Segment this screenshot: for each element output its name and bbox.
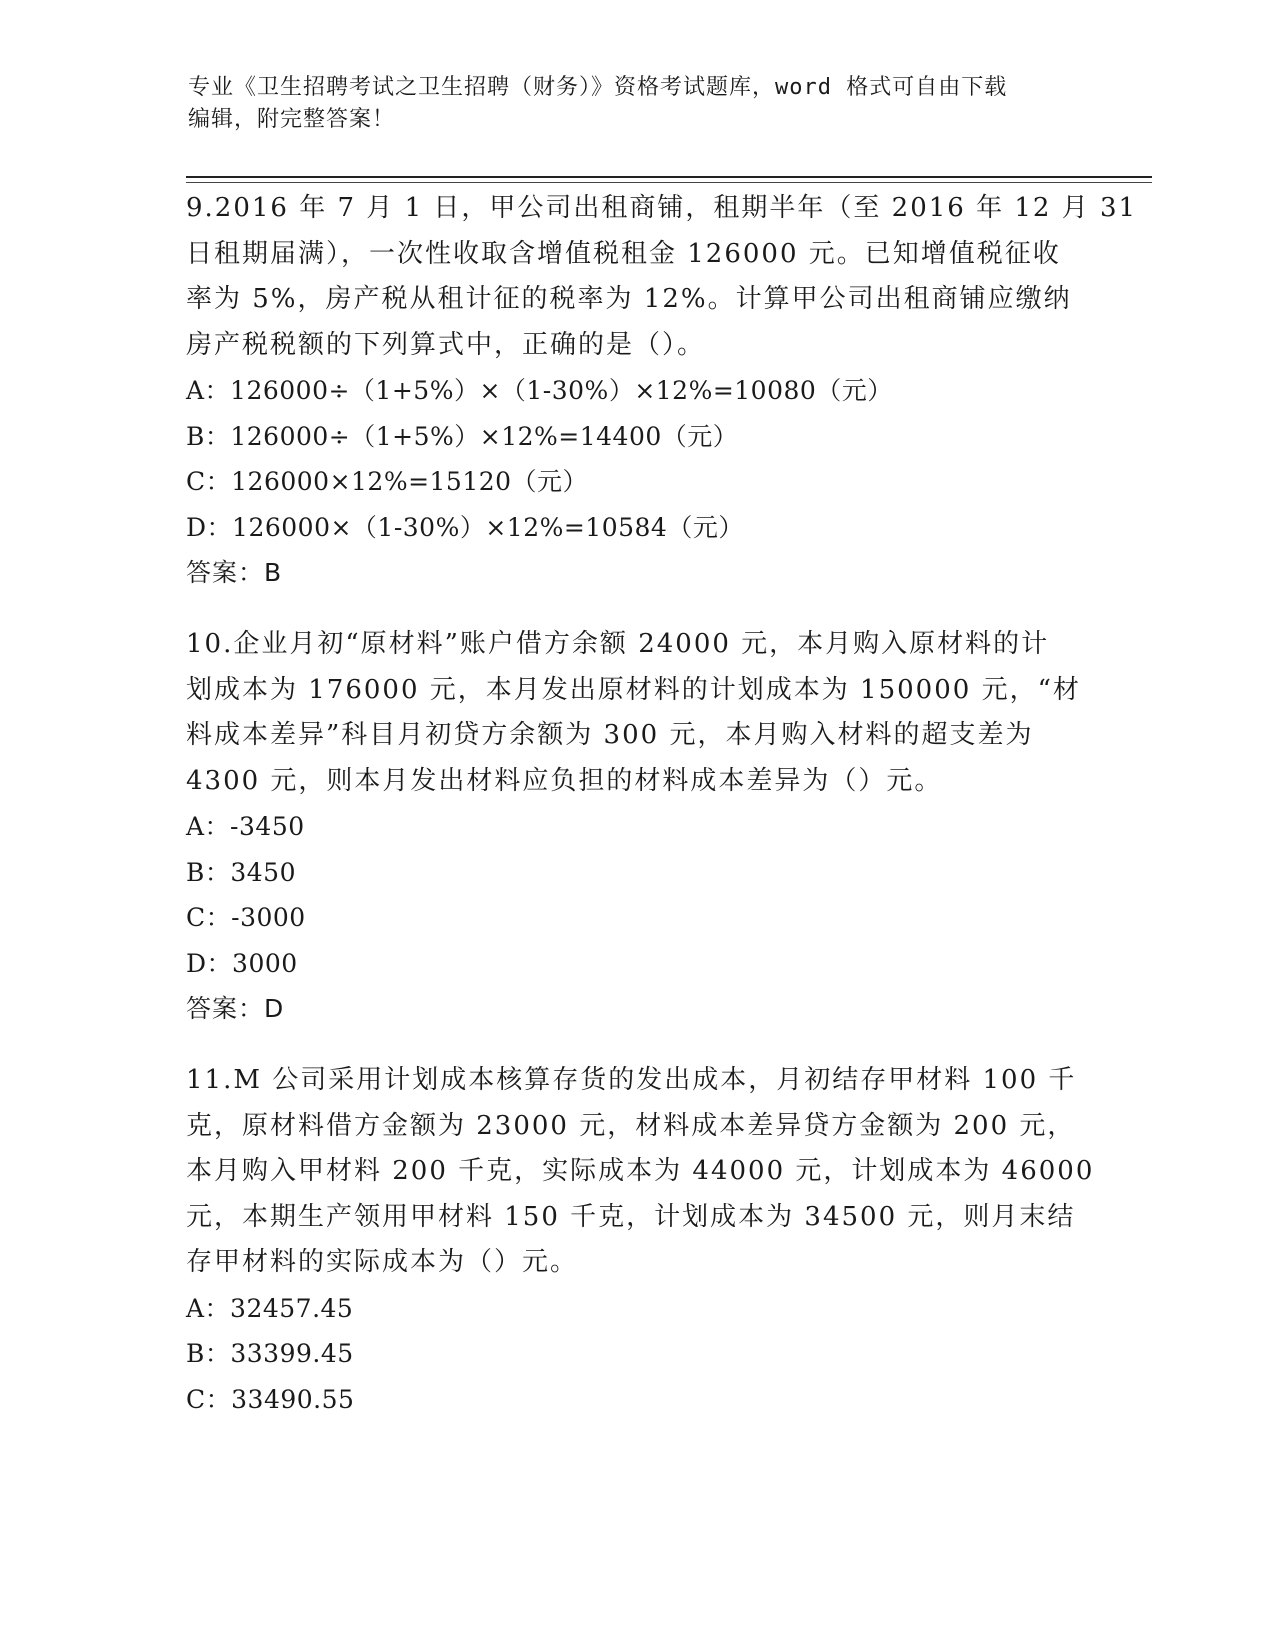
header-divider-thin [186, 182, 1152, 183]
option-c: C：33490.55 [186, 1384, 355, 1414]
stem-line: 10.企业月初“原材料”账户借方余额 24000 元，本月购入原材料的计 [186, 629, 1050, 659]
stem-line: 率为 5%，房产税从租计征的税率为 12%。计算甲公司出租商铺应缴纳 [186, 284, 1072, 314]
stem-line: 存甲材料的实际成本为（）元。 [186, 1247, 579, 1277]
option-c: C：126000×12%=15120（元） [186, 467, 589, 496]
stem-line: 11.M 公司采用计划成本核算存货的发出成本，月初结存甲材料 100 千 [186, 1065, 1077, 1095]
question-9 [186, 186, 1138, 596]
option-a: A：-3450 [186, 812, 305, 841]
stem-line: 划成本为 176000 元，本月发出原材料的计划成本为 150000 元，“材 [186, 674, 1081, 705]
option-a: A：32457.45 [186, 1293, 354, 1323]
option-b: B：126000÷（1+5%）×12%=14400（元） [186, 421, 739, 451]
stem-line: 元，本期生产领用甲材料 150 千克，计划成本为 34500 元，则月末结 [186, 1201, 1076, 1232]
question-stem [186, 622, 1086, 804]
question-stem [186, 186, 1138, 368]
stem-line: 日租期届满），一次性收取含增值税租金 126000 元。已知增值税征收 [186, 238, 1061, 269]
answer: 答案：D [186, 994, 285, 1023]
option-b: B：3450 [186, 857, 296, 887]
header-line-1: 专业《卫生招聘考试之卫生招聘（财务）》资格考试题库，word 格式可自由下载 [188, 75, 1008, 100]
option-b: B：33399.45 [186, 1339, 354, 1368]
stem-line: 房产税税额的下列算式中，正确的是（）。 [186, 329, 706, 360]
stem-line: 克，原材料借方金额为 23000 元，材料成本差异贷方金额为 200 元， [186, 1110, 1076, 1141]
question-10 [186, 622, 1086, 1032]
stem-line: 料成本差异”科目月初贷方余额为 300 元，本月购入材料的超支差为 [186, 720, 1034, 750]
document-header [188, 72, 1068, 136]
stem-line: 4300 元，则本月发出材料应负担的材料成本差异为（）元。 [186, 765, 943, 796]
header-divider-thick [186, 176, 1152, 178]
header-line-2: 编辑，附完整答案！ [188, 107, 396, 132]
option-c: C：-3000 [186, 903, 306, 932]
option-a: A：126000÷（1+5%）×（1-30%）×12%=10080（元） [186, 376, 893, 405]
question-stem [186, 1058, 1095, 1286]
answer: 答案：B [186, 558, 283, 587]
option-d: D：3000 [186, 948, 298, 978]
question-11 [186, 1058, 1095, 1422]
stem-line: 9.2016 年 7 月 1 日，甲公司出租商铺，租期半年（至 2016 年 12 月 31 [186, 193, 1138, 223]
option-d: D：126000×（1-30%）×12%=10584（元） [186, 512, 744, 542]
stem-line: 本月购入甲材料 200 千克，实际成本为 44000 元，计划成本为 46000 [186, 1156, 1095, 1186]
